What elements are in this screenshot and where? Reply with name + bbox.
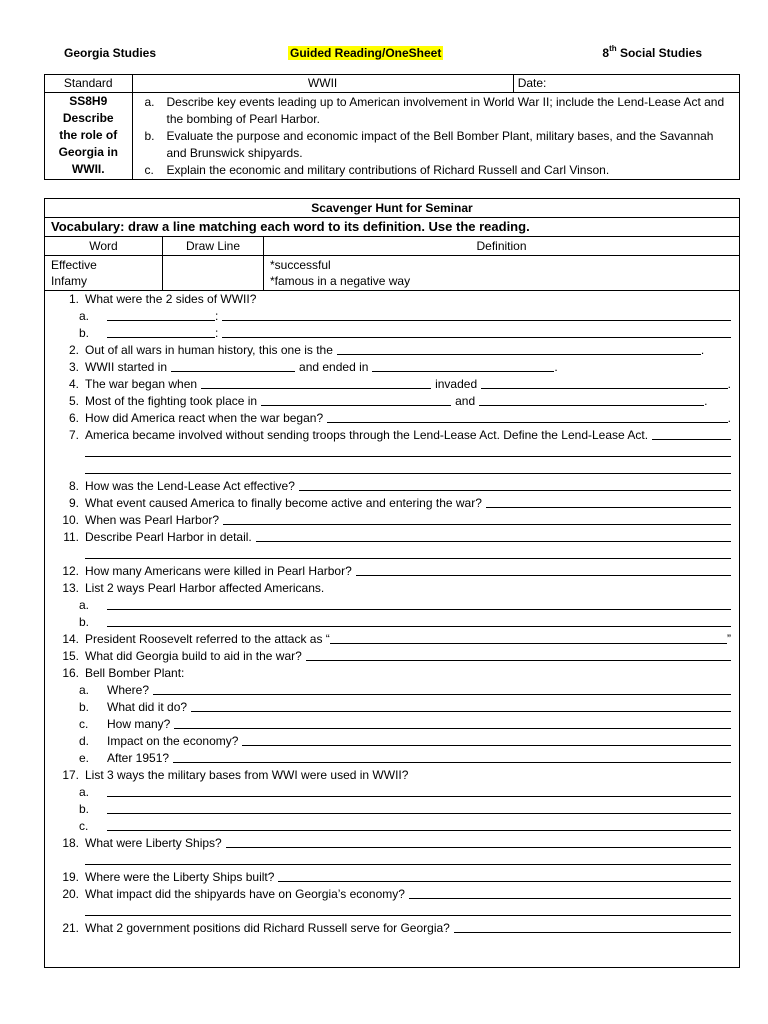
question-5[interactable]: 5. Most of the fighting took place in and .: [68, 394, 708, 408]
answer-16d[interactable]: d. Impact on the economy?: [45, 733, 739, 750]
topic-header: WWII: [132, 75, 513, 93]
question-1: 1. What were the 2 sides of WWII?: [68, 292, 257, 306]
draw-line-area[interactable]: [163, 256, 264, 291]
question-12[interactable]: 12. How many Americans were killed in Pearl Harbor?: [45, 563, 739, 580]
objectives: [132, 93, 740, 180]
answer-16c[interactable]: c. How many?: [45, 716, 739, 733]
question-list: [45, 291, 739, 937]
question-8[interactable]: 8. How was the Lend-Lease Act effective?: [45, 478, 739, 495]
question-16: 16. Bell Bomber Plant:: [62, 666, 185, 680]
standard-code: SS8H9 Describe the role of Georgia in WWII.: [45, 93, 133, 180]
question-17: 17. List 3 ways the military bases from WWI were used in WWII?: [62, 768, 409, 782]
vocab-definition: *famous in a negative way: [270, 274, 411, 288]
question-20[interactable]: 20. What impact did the shipyards have on Georgia’s economy?: [45, 886, 739, 903]
date-field[interactable]: Date:: [513, 75, 739, 93]
answer-17b[interactable]: b.: [45, 801, 739, 818]
question-3[interactable]: 3. WWII started in and ended in .: [68, 360, 558, 374]
question-18[interactable]: 18. What were Liberty Ships?: [45, 835, 739, 852]
answer-17a[interactable]: a.: [45, 784, 739, 801]
standard-table: [44, 74, 740, 180]
vocab-words: [45, 256, 163, 291]
question-15[interactable]: 15. What did Georgia build to aid in the war?: [45, 648, 739, 665]
question-14[interactable]: 14. President Roosevelt referred to the attack as “ ”: [62, 632, 731, 646]
vocab-word: Infamy: [51, 274, 88, 288]
question-2[interactable]: 2. Out of all wars in human history, this one is the .: [68, 343, 705, 357]
worksheet-title: Guided Reading/OneSheet: [290, 46, 442, 60]
answer-16e[interactable]: e. After 1951?: [45, 750, 739, 767]
answer-17c[interactable]: c.: [45, 818, 739, 835]
answer-line[interactable]: [45, 546, 739, 563]
vocab-instructions: Vocabulary: draw a line matching each word to its definition. Use the reading.: [45, 218, 739, 237]
question-10[interactable]: 10. When was Pearl Harbor?: [45, 512, 739, 529]
course-name: Georgia Studies: [64, 46, 157, 60]
answer-16a[interactable]: a. Where?: [45, 682, 739, 699]
answer-line[interactable]: [45, 852, 739, 869]
answer-1a[interactable]: a. :: [45, 308, 739, 325]
answer-line[interactable]: [45, 903, 739, 920]
answer-16b[interactable]: b. What did it do?: [45, 699, 739, 716]
vocab-word: Effective: [51, 258, 97, 272]
objective-a: a. Describe key events leading up to American involvement in World War II; include the Lend-Lease Act and the bombing of Pearl Harbor.: [144, 95, 725, 126]
word-col-header: Word: [45, 237, 163, 256]
answer-line[interactable]: [45, 444, 739, 461]
objective-b: b. Evaluate the purpose and economic impact of the Bell Bomber Plant, military bases, and the Savannah and Brunswick shipyards.: [144, 129, 714, 160]
question-13: 13. List 2 ways Pearl Harbor affected Americans.: [62, 581, 325, 595]
scavenger-hunt-title: Scavenger Hunt for Seminar: [45, 199, 739, 218]
standard-header: Standard: [45, 75, 133, 93]
vocab-table: [45, 237, 739, 291]
question-11[interactable]: 11. Describe Pearl Harbor in detail.: [45, 529, 739, 546]
grade-label: 8th Social Studies: [602, 44, 702, 60]
question-7[interactable]: 7. America became involved without sending troops through the Lend-Lease Act. Define the Lend-Lease Act.: [45, 427, 739, 444]
vocab-definition: *successful: [270, 258, 331, 272]
scavenger-hunt-box: [44, 198, 740, 968]
question-19[interactable]: 19. Where were the Liberty Ships built?: [45, 869, 739, 886]
answer-13a[interactable]: a.: [45, 597, 739, 614]
question-4[interactable]: 4. The war began when invaded .: [68, 377, 731, 391]
page-header: [0, 46, 768, 66]
definition-col-header: Definition: [264, 237, 740, 256]
question-6[interactable]: 6. How did America react when the war began? .: [68, 411, 731, 425]
vocab-definitions: [264, 256, 740, 291]
question-21[interactable]: 21. What 2 government positions did Richard Russell serve for Georgia?: [45, 920, 739, 937]
objective-c: c. Explain the economic and military contributions of Richard Russell and Carl Vinson.: [144, 163, 610, 177]
answer-1b[interactable]: b. :: [45, 325, 739, 342]
answer-line[interactable]: [45, 461, 739, 478]
answer-13b[interactable]: b.: [45, 614, 739, 631]
draw-line-col-header: Draw Line: [163, 237, 264, 256]
question-9[interactable]: 9. What event caused America to finally become active and entering the war?: [45, 495, 739, 512]
